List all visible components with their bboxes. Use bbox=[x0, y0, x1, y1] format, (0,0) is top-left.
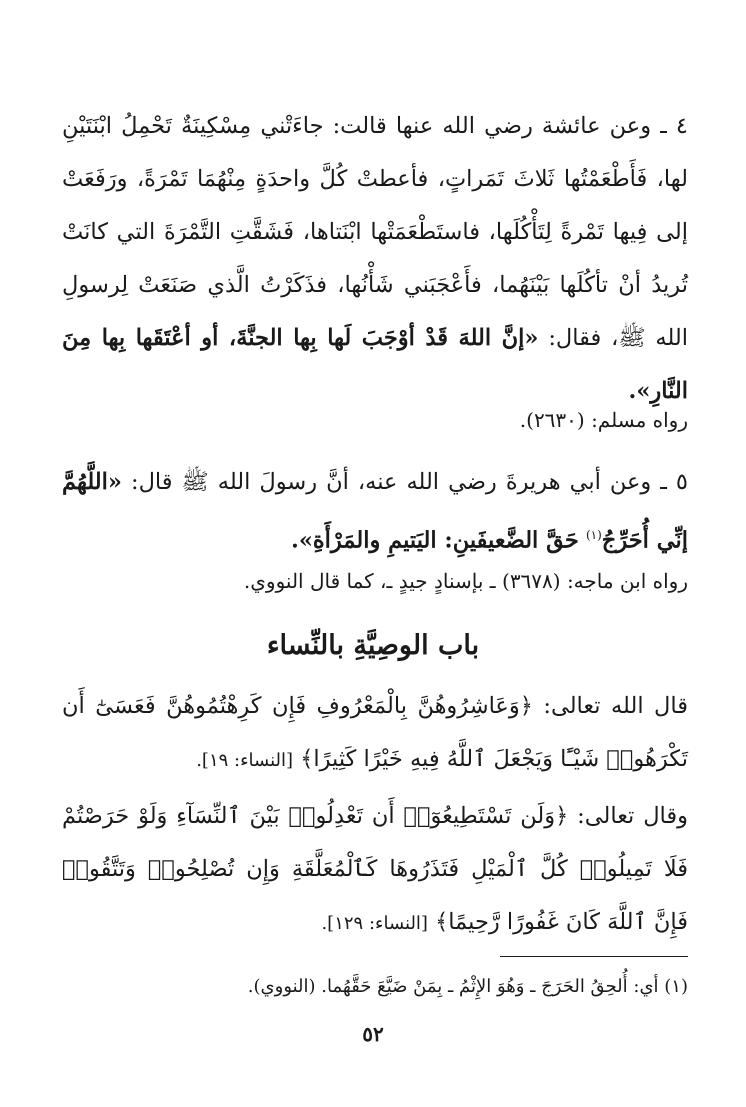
hadith-4-source: رواه مسلم: (٢٦٣٠). bbox=[519, 408, 688, 432]
hadith-5-quote-start: «اللَّهُمَّ إنِّي أُحَرِّجُ bbox=[62, 469, 688, 554]
page-number: ٥٢ bbox=[362, 1022, 384, 1046]
verse-2-paragraph bbox=[62, 790, 688, 950]
hadith-5-paragraph bbox=[62, 456, 688, 568]
hadith-4-text: ٤ ـ وعن عائشة رضي الله عنها قالت: جاءَتْني مِسْكِينَةٌ تَحْمِلُ ابْنَتَيْنِ لها، فَأَطْعَمْتُها ثَلاثَ تَمَراتٍ، فأعطتْ كُلَّ واحدَةٍ مِنْهُمَا تَمْرَةً، ورَفَعَتْ إلى فِيها تَمْرةً لِتَأْكُلَها، فاستَطْعَمَتْها ابْنَتاها، فَشَقَّتِ التَّمْرَةَ التي كانَتْ تُريدُ أنْ تأكُلَها بَيْنَهُما، فأَعْجَبَني شَأْنُها، فذَكَرْتُ الَّذي صَنَعَتْ لِرسولِ الله ﷺ، فقال: bbox=[62, 113, 688, 351]
verse-1-text: ﴿وَعَاشِرُوهُنَّ بِالْمَعْرُوفِ فَإِن كَرِهْتُمُوهُنَّ فَعَسَىٰٓ أَن تَكْرَهُوا۟ شَيْـًٔا وَيَجْعَلَ ٱللَّهُ فِيهِ خَيْرًا كَثِيرًا﴾ bbox=[62, 693, 688, 772]
verse-1-reference: [النساء: ١٩]. bbox=[196, 750, 294, 771]
footnote: (١) أي: أُلحِقُ الحَرَجَ ـ وَهُوَ الإِثْمُ ـ بِمَنْ ضَيَّعَ حَقَّهُما. (النووي). bbox=[247, 976, 688, 997]
hadith-4-paragraph bbox=[62, 100, 688, 418]
chapter-title: باب الوصِيَّةِ بالنِّساء bbox=[266, 630, 480, 661]
footnote-divider bbox=[500, 956, 688, 957]
footnote-marker[interactable]: (١) bbox=[585, 528, 602, 542]
hadith-4-quote: «إنَّ اللهَ قَدْ أوْجَبَ لَها بِها الجنَّةَ، أو أعْتَقَها بِها مِنَ النَّارِ». bbox=[62, 325, 688, 404]
verse-2-intro: وقال تعالى: bbox=[577, 803, 689, 829]
hadith-5-quote-end: حَقَّ الضَّعيفَينِ: اليَتيمِ والمَرْأَةِ». bbox=[290, 527, 579, 554]
verse-1-paragraph bbox=[62, 680, 688, 787]
hadith-5-source: رواه ابن ماجه: (٣٦٧٨) ـ بإسنادٍ جيدٍ ـ، كما قال النووي. bbox=[243, 569, 688, 593]
verse-2-reference: [النساء: ١٢٩]. bbox=[321, 913, 428, 934]
verse-2-text: ﴿وَلَن تَسْتَطِيعُوٓا۟ أَن تَعْدِلُوا۟ بَيْنَ ٱلنِّسَآءِ وَلَوْ حَرَصْتُمْ فَلَا تَمِيلُوا۟ كُلَّ ٱلْمَيْلِ فَتَذَرُوهَا كَٱلْمُعَلَّقَةِ وَإِن تُصْلِحُوا۟ وَتَتَّقُوا۟ فَإِنَّ ٱللَّهَ كَانَ غَفُورًا رَّحِيمًا﴾ bbox=[62, 803, 688, 935]
hadith-5-text: ٥ ـ وعن أبي هريرةَ رضي الله عنه، أنَّ رسولَ الله ﷺ قال: bbox=[131, 469, 688, 495]
verse-1-intro: قال الله تعالى: bbox=[543, 693, 689, 719]
